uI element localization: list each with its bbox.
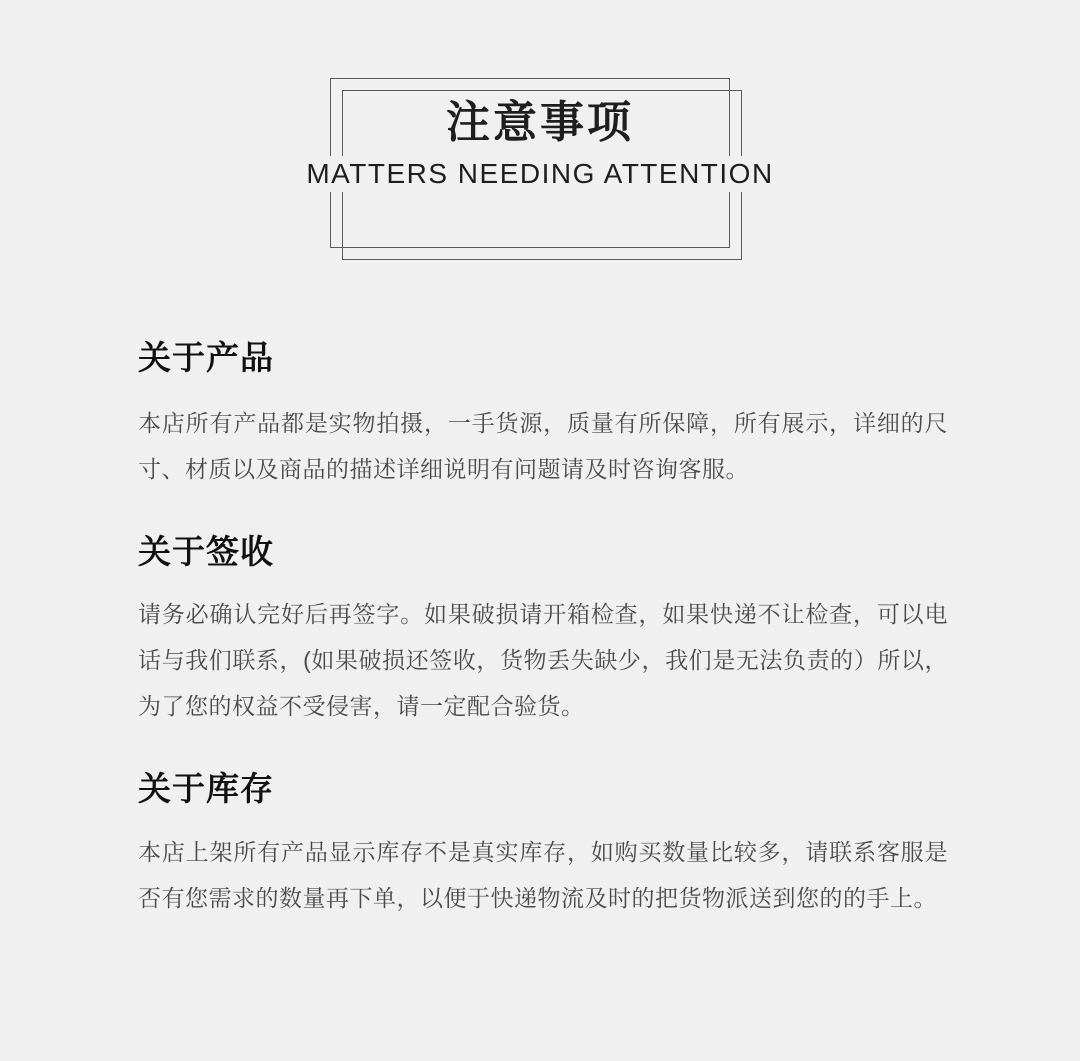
section-body: 请务必确认完好后再签字。如果破损请开箱检查，如果快递不让检查，可以电话与我们联系，(如果破损还签收，货物丢失缺少，我们是无法负责的）所以，为了您的权益不受侵害，请一定配合验货。	[138, 601, 948, 720]
page-title-en: MATTERS NEEDING ATTENTION	[296, 156, 783, 192]
page-header	[306, 0, 774, 278]
header-text-block	[210, 95, 870, 192]
section-body: 本店所有产品都是实物拍摄，一手货源，质量有所保障，所有展示，详细的尺寸、材质以及商品的描述详细说明有问题请及时咨询客服。	[138, 409, 948, 482]
section-about-stock	[138, 769, 948, 921]
section-heading: 关于签收	[138, 532, 274, 570]
section-heading: 关于库存	[138, 770, 274, 808]
section-about-product	[138, 338, 948, 492]
section-about-receipt	[138, 532, 948, 730]
section-heading: 关于产品	[138, 339, 274, 376]
notice-sections	[138, 338, 948, 921]
page-title-cn: 注意事项	[432, 95, 648, 150]
section-body: 本店上架所有产品显示库存不是真实库存，如购买数量比较多，请联系客服是否有您需求的数量再下单，以便于快递物流及时的把货物派送到您的的手上。	[138, 838, 948, 911]
